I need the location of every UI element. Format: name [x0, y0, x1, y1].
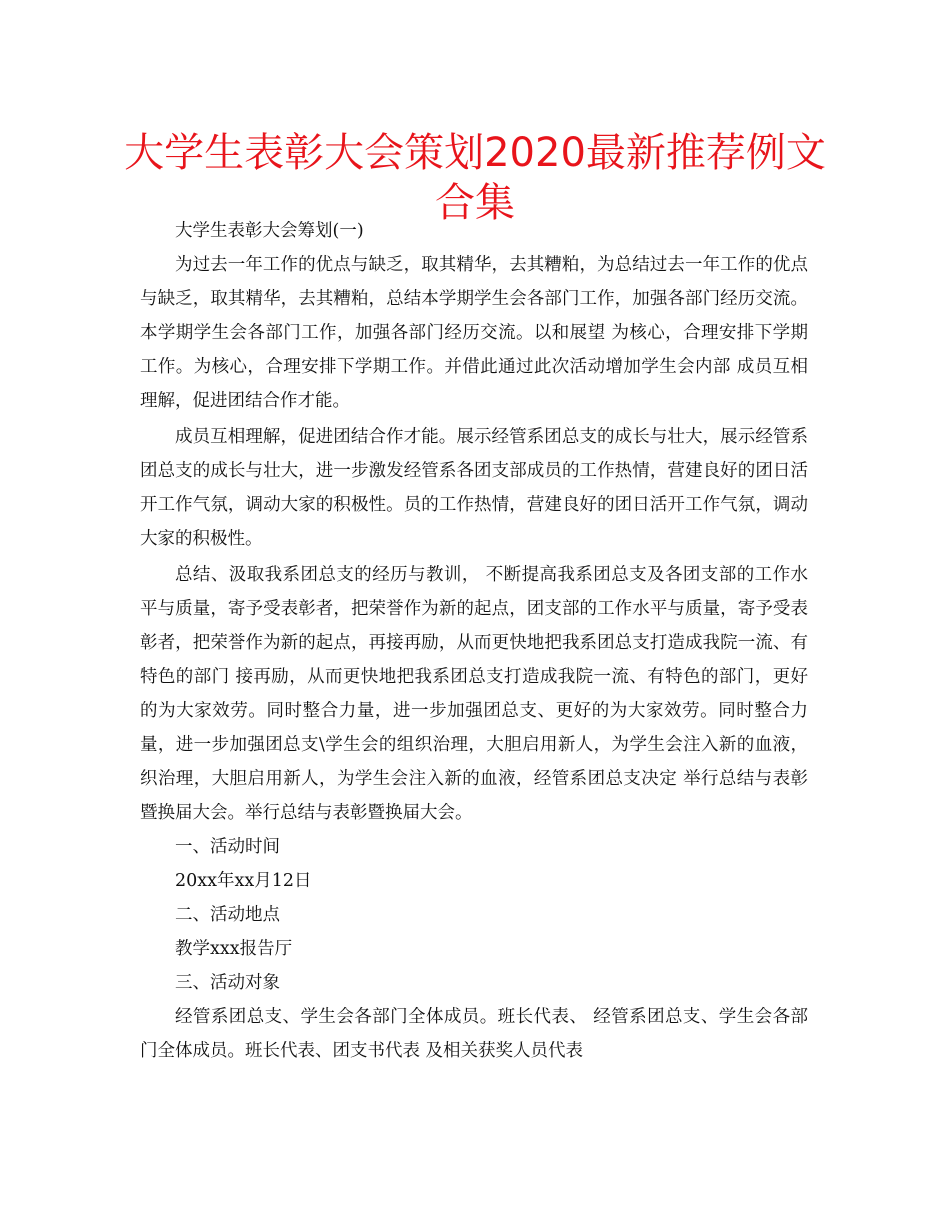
- paragraph-purpose: 为过去一年工作的优点与缺乏，取其精华，去其糟粕，为总结过去一年工作的优点与缺乏，取其精华，去其糟粕，总结本学期学生会各部门工作，加强各部门经历交流。本学期学生会各部门工作，加强各部门经历交流。以和展望 为核心，合理安排下学期工作。为核心，合理安排下学期工作。并借此通过此次活动增加学生会内部 成员互相理解，促进团结合作才能。: [140, 255, 808, 411]
- document-title: 大学生表彰大会策划2020最新推荐例文合集: [124, 130, 826, 226]
- section-location-heading: 二、活动地点: [175, 905, 280, 925]
- section-time-value: 20xx年xx月12日: [175, 871, 312, 891]
- paragraph-summary: 总结、汲取我系团总支的经历与教训， 不断提高我系团总支及各团支部的工作水平与质量，寄予受表彰者，把荣誉作为新的起点，团支部的工作水平与质量，寄予受表彰者，把荣誉作为新的起点，再接再励，从而更快地把我系团总支打造成我院一流、有特色的部门 接再励，从而更快地把我系团总支打造成我院一流、有特色的部门，更好的为大家效劳。同时整合力量，进一步加强团总支、更好的为大家效劳。同时整合力量，进一步加强团总支\学生会的组织治理，大胆启用新人，为学生会注入新的血液， 织治理，大胆启用新人，为学生会注入新的血液，经管系团总支决定 举行总结与表彰暨换届大会。举行总结与表彰暨换届大会。: [140, 565, 808, 823]
- paragraph-growth: 成员互相理解，促进团结合作才能。展示经管系团总支的成长与壮大，展示经管系团总支的成长与壮大，进一步激发经管系各团支部成员的工作热情，营建良好的团日活开工作气氛，调动大家的积极性。员的工作热情，营建良好的团日活开工作气氛，调动大家的积极性。: [140, 427, 808, 549]
- document-body: [140, 214, 808, 1068]
- document-subtitle: 大学生表彰大会筹划(一): [175, 221, 364, 241]
- section-audience-value: 经管系团总支、学生会各部门全体成员。班长代表、 经管系团总支、学生会各部门全体成员。班长代表、团支书代表 及相关获奖人员代表: [140, 1007, 808, 1061]
- section-location-value: 教学xxx报告厅: [175, 939, 293, 959]
- section-time-heading: 一、活动时间: [175, 837, 280, 857]
- section-audience-heading: 三、活动对象: [175, 973, 280, 993]
